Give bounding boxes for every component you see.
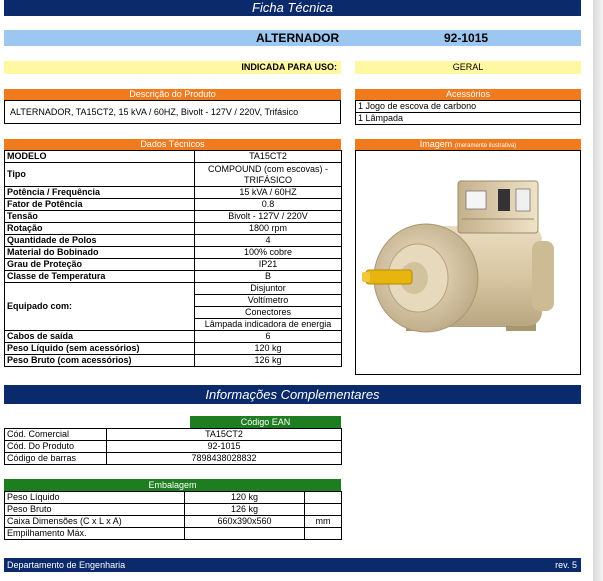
ean-header (190, 416, 341, 428)
table-row (5, 199, 342, 211)
tech-label: Classe de Temperatura (5, 271, 195, 283)
ean-value: 7898438028832 (107, 453, 342, 465)
packaging-value: 120 kg (185, 492, 305, 504)
tech-value: 0.8 (195, 199, 342, 211)
table-row (5, 259, 342, 271)
equip-item: Voltímetro (195, 295, 342, 307)
table-row (5, 453, 342, 465)
table-row (5, 211, 342, 223)
tech-value: 126 kg (195, 355, 342, 367)
tech-value: IP21 (195, 259, 342, 271)
tech-value: 15 kVA / 60HZ (195, 187, 342, 199)
table-row (5, 151, 342, 163)
tech-table (4, 150, 342, 367)
table-row (5, 163, 342, 187)
tech-value: 4 (195, 235, 342, 247)
equip-label: Equipado com: (5, 283, 195, 331)
footer-revision: rev. 5 (555, 560, 577, 570)
packaging-label: Peso Líquido (5, 492, 185, 504)
equip-item: Conectores (195, 307, 342, 319)
ean-value: 92-1015 (107, 441, 342, 453)
tech-value: 1800 rpm (195, 223, 342, 235)
packaging-unit (305, 528, 342, 540)
image-header (355, 139, 581, 150)
table-row (5, 235, 342, 247)
table-row (5, 283, 342, 295)
tech-value: Bivolt - 127V / 220V (195, 211, 342, 223)
table-row (5, 355, 342, 367)
tech-label: Peso Bruto (com acessórios) (5, 355, 195, 367)
product-name: ALTERNADOR (256, 31, 340, 45)
ean-label: Cód. Comercial (5, 429, 107, 441)
accessories-list (355, 100, 581, 125)
tech-label: Potência / Frequência (5, 187, 195, 199)
tech-label: Quantidade de Polos (5, 235, 195, 247)
complementary-title: Informações Complementares (205, 387, 380, 402)
ean-header-label: Código EAN (240, 417, 291, 427)
tech-label: Tensão (5, 211, 195, 223)
description-header (4, 89, 341, 100)
tech-label: MODELO (5, 151, 195, 163)
tech-label: Grau de Proteção (5, 259, 195, 271)
tech-value: 6 (195, 331, 342, 343)
table-row (5, 492, 342, 504)
accessories-header-label: Acessórios (445, 89, 490, 99)
packaging-label: Caixa Dimensões (C x L x A) (5, 516, 185, 528)
packaging-value: 126 kg (185, 504, 305, 516)
use-value-cell (355, 61, 581, 74)
tech-label: Tipo (5, 163, 195, 187)
table-row (5, 343, 342, 355)
use-label-cell (4, 61, 341, 74)
table-row (5, 528, 342, 540)
product-code: 92-1015 (444, 31, 489, 45)
table-row (5, 429, 342, 441)
packaging-header-label: Embalagem (148, 480, 197, 490)
table-row (5, 516, 342, 528)
packaging-unit (305, 492, 342, 504)
tech-value: TA15CT2 (195, 151, 342, 163)
packaging-unit: mm (305, 516, 342, 528)
tech-label: Material do Bobinado (5, 247, 195, 259)
tech-label: Rotação (5, 223, 195, 235)
description-box (4, 100, 341, 124)
alternator-image (356, 151, 580, 374)
description-header-label: Descrição do Produto (129, 89, 216, 99)
tech-label: Cabos de saída (5, 331, 195, 343)
page-title: Ficha Técnica (252, 0, 333, 15)
tech-header-label: Dados Técnicos (140, 139, 205, 149)
footer-bar (4, 558, 581, 572)
equip-item: Lâmpada indicadora de energia (195, 319, 342, 331)
accessory-item: 1 Lâmpada (356, 113, 581, 125)
packaging-table (4, 491, 342, 540)
table-row (5, 223, 342, 235)
packaging-label: Peso Bruto (5, 504, 185, 516)
tech-label: Fator de Potência (5, 199, 195, 211)
table-row (5, 271, 342, 283)
complementary-bar (4, 385, 581, 404)
packaging-header (4, 479, 341, 491)
tech-value: 100% cobre (195, 247, 342, 259)
packaging-value (185, 528, 305, 540)
tech-header (4, 139, 341, 150)
ean-label: Cód. Do Produto (5, 441, 107, 453)
table-row (5, 504, 342, 516)
ean-table (4, 428, 342, 465)
description-text: ALTERNADOR, TA15CT2, 15 kVA / 60HZ, Bivolt - 127V / 220V, Trifásico (10, 107, 299, 117)
accessories-header (355, 89, 581, 100)
table-row (5, 441, 342, 453)
equip-item: Disjuntor (195, 283, 342, 295)
accessory-item: 1 Jogo de escova de carbono (356, 101, 581, 113)
ean-value: TA15CT2 (107, 429, 342, 441)
packaging-unit (305, 504, 342, 516)
image-header-label: Imagem (419, 139, 453, 149)
tech-value: COMPOUND (com escovas) - TRIFÁSICO (195, 163, 342, 187)
image-note: (meramente ilustrativa) (454, 143, 517, 149)
tech-value: 120 kg (195, 343, 342, 355)
table-row (5, 331, 342, 343)
ean-label: Código de barras (5, 453, 107, 465)
product-bar (4, 30, 581, 46)
table-row (5, 187, 342, 199)
tech-label: Peso Líquido (sem acessórios) (5, 343, 195, 355)
use-value: GERAL (452, 62, 484, 72)
table-row (5, 247, 342, 259)
use-label: INDICADA PARA USO: (241, 62, 337, 72)
footer-department: Departamento de Engenharia (7, 560, 126, 570)
packaging-value: 660x390x560 (185, 516, 305, 528)
page-shadow (593, 0, 603, 581)
title-bar (4, 0, 581, 16)
image-frame (355, 150, 581, 375)
packaging-label: Empilhamento Máx. (5, 528, 185, 540)
tech-value: B (195, 271, 342, 283)
